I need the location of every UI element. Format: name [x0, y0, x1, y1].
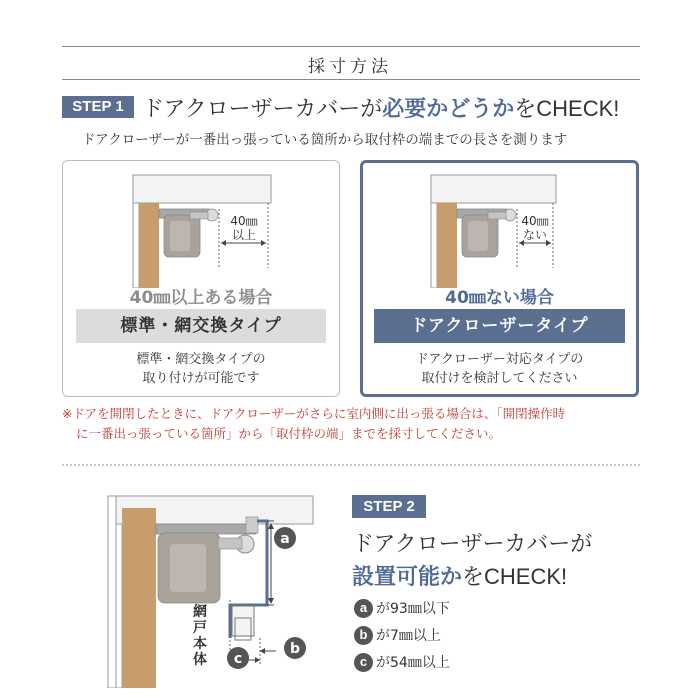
diagram-label-a: a: [280, 531, 290, 547]
step1-badge: STEP 1: [62, 96, 134, 118]
card1-desc-line2: 取り付けが可能です: [142, 371, 260, 386]
note-line2: に一番出っ張っている箇所」から「取付枠の端」までを採寸してください。: [76, 426, 502, 441]
condition-c: [354, 652, 450, 672]
door-closer-diagram-1: [108, 173, 308, 288]
title-rule-bottom: [62, 79, 640, 80]
card2-type-bar: ドアクローザータイプ: [374, 309, 625, 343]
step1-heading-highlight: 必要かどうか: [382, 97, 515, 122]
step1-heading-mid: を: [514, 97, 537, 122]
section-divider: [62, 464, 640, 466]
condition-b-marker: b: [354, 626, 373, 645]
dim-label-1-line2: 以上: [231, 228, 257, 242]
card1-caption: 40㎜以上ある場合: [129, 288, 273, 308]
step1-heading-pre: ドアクローザーカバーが: [142, 97, 383, 122]
step2-heading-line2: [352, 560, 567, 591]
card1-type-bar: 標準・網交換タイプ: [76, 309, 326, 343]
dim-label-2-line1: 40㎜: [521, 214, 549, 228]
note-line1: ※ドアを開閉したときに、ドアクローザーがさらに室内側に出っ張る場合は、「開閉操作時: [62, 406, 566, 421]
card-less-than-40mm: [360, 160, 639, 397]
card1-desc-line1: 標準・網交換タイプの: [136, 352, 266, 367]
step2-heading-line1: ドアクローザーカバーが: [352, 532, 593, 557]
step2-diagram: [100, 488, 320, 688]
condition-c-text: が54㎜以上: [376, 655, 450, 671]
card2-desc-line1: ドアクローザー対応タイプの: [415, 352, 584, 367]
card2-desc: [363, 350, 636, 388]
condition-b: [354, 625, 441, 645]
condition-b-text: が7㎜以上: [376, 628, 441, 644]
card1-desc: [63, 350, 339, 388]
diagram-label-b: b: [289, 641, 301, 657]
condition-a-marker: a: [354, 599, 373, 618]
diagram-label-c: c: [233, 651, 243, 667]
step2-heading-highlight: 設置可能か: [352, 565, 463, 590]
step2-badge: STEP 2: [352, 495, 426, 518]
step1-heading-check: CHECK!: [536, 96, 620, 121]
step2-heading-mid: を: [462, 565, 485, 590]
step2-heading-check: CHECK!: [484, 564, 568, 589]
step1-heading: [142, 92, 619, 123]
card-40mm-or-more: [62, 160, 340, 397]
dim-label-1-line1: 40㎜: [230, 214, 258, 228]
card2-caption: 40㎜ない場合: [445, 288, 554, 308]
section-title: 採寸方法: [308, 57, 392, 77]
title-rule-top: [62, 46, 640, 47]
door-closer-diagram-2: [406, 173, 606, 288]
condition-a-text: が93㎜以下: [376, 601, 450, 617]
dim-label-2-line2: ない: [522, 228, 548, 242]
card2-desc-line2: 取付けを検討してください: [421, 371, 578, 386]
condition-c-marker: c: [354, 653, 373, 672]
screen-body-label: 網戸本体: [193, 604, 207, 668]
step1-subtext: ドアクローザーが一番出っ張っている箇所から取付枠の端までの長さを測ります: [82, 132, 568, 148]
condition-a: [354, 598, 450, 618]
